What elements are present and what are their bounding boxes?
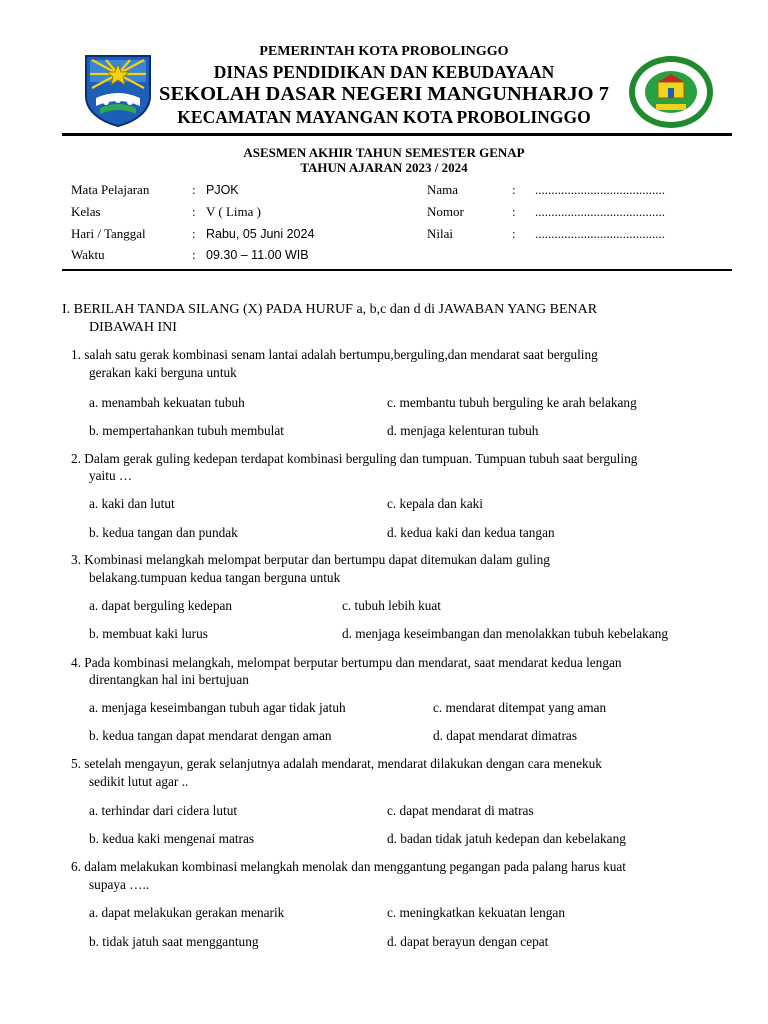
info-divider <box>62 269 732 271</box>
letterhead-divider <box>62 133 732 136</box>
option-a[interactable]: a. terhindar dari cidera lutut <box>89 803 238 818</box>
question-text: 4. Pada kombinasi melangkah, melompat berputar bertumpu dan mendarat, saat mendarat kedua lengan <box>71 655 622 670</box>
option-b[interactable]: b. tidak jatuh saat menggantung <box>89 934 259 949</box>
info-sep: : <box>192 247 196 262</box>
section-instruction-cont: DIBAWAH INI <box>89 320 177 335</box>
option-a[interactable]: a. menambah kekuatan tubuh <box>89 395 245 410</box>
option-b[interactable]: b. kedua kaki mengenai matras <box>89 831 255 846</box>
exam-year: TAHUN AJARAN 2023 / 2024 <box>300 160 468 175</box>
info-value-time: 09.30 – 11.00 WIB <box>206 248 309 262</box>
exam-title: ASESMEN AKHIR TAHUN SEMESTER GENAP <box>243 145 525 160</box>
option-d[interactable]: d. dapat mendarat dimatras <box>433 728 577 743</box>
info-sep: : <box>512 182 516 197</box>
option-a[interactable]: a. kaki dan lutut <box>89 496 175 511</box>
question-text: 2. Dalam gerak guling kedepan terdapat kombinasi berguling dan tumpuan. Tumpuan tubuh saat berguling <box>71 451 638 466</box>
name-field[interactable]: ........................................ <box>535 182 665 197</box>
option-c[interactable]: c. meningkatkan kekuatan lengan <box>387 905 565 920</box>
option-d[interactable]: d. menjaga kelenturan tubuh <box>387 423 539 438</box>
info-label-name: Nama <box>427 182 459 197</box>
option-d[interactable]: d. badan tidak jatuh kedepan dan kebelakang <box>387 831 626 846</box>
info-value-class: V ( Lima ) <box>206 204 261 219</box>
score-field[interactable]: ........................................ <box>535 226 665 241</box>
option-d[interactable]: d. menjaga keseimbangan dan menolakkan tubuh kebelakang <box>342 626 669 641</box>
option-b[interactable]: b. kedua tangan dan pundak <box>89 525 238 540</box>
info-label-score: Nilai <box>427 226 453 241</box>
question-text-cont: direntangkan hal ini bertujuan <box>89 672 249 687</box>
info-sep: : <box>512 226 516 241</box>
option-b[interactable]: b. kedua tangan dapat mendarat dengan aman <box>89 728 332 743</box>
info-label-date: Hari / Tanggal <box>71 226 146 241</box>
info-sep: : <box>192 182 196 197</box>
question-text-cont: sedikit lutut agar .. <box>89 774 189 789</box>
option-b[interactable]: b. mempertahankan tubuh membulat <box>89 423 284 438</box>
option-a[interactable]: a. dapat melakukan gerakan menarik <box>89 905 285 920</box>
info-label-subject: Mata Pelajaran <box>71 182 150 197</box>
question-text: 6. dalam melakukan kombinasi melangkah menolak dan menggantung pegangan pada palang harus kuat <box>71 859 626 874</box>
option-d[interactable]: d. dapat berayun dengan cepat <box>387 934 549 949</box>
info-value-subject: PJOK <box>206 183 239 197</box>
header-government: PEMERINTAH KOTA PROBOLINGGO <box>259 44 509 59</box>
option-a[interactable]: a. dapat berguling kedepan <box>89 598 233 613</box>
info-label-time: Waktu <box>71 247 105 262</box>
question-text: 1. salah satu gerak kombinasi senam lantai adalah bertumpu,berguling,dan mendarat saat berguling <box>71 347 598 362</box>
info-value-date: Rabu, 05 Juni 2024 <box>206 227 315 241</box>
option-c[interactable]: c. tubuh lebih kuat <box>342 598 441 613</box>
info-label-class: Kelas <box>71 204 101 219</box>
option-c[interactable]: c. dapat mendarat di matras <box>387 803 534 818</box>
header-department: DINAS PENDIDIKAN DAN KEBUDAYAAN <box>213 62 555 82</box>
option-c[interactable]: c. mendarat ditempat yang aman <box>433 700 607 715</box>
info-label-number: Nomor <box>427 204 464 219</box>
option-b[interactable]: b. membuat kaki lurus <box>89 626 208 641</box>
header-district: KECAMATAN MAYANGAN KOTA PROBOLINGGO <box>177 107 591 127</box>
info-sep: : <box>192 226 196 241</box>
school-seal-icon <box>628 54 714 130</box>
header-school-name: SEKOLAH DASAR NEGERI MANGUNHARJO 7 <box>159 83 609 105</box>
question-text-cont: yaitu … <box>89 468 133 483</box>
option-a[interactable]: a. menjaga keseimbangan tubuh agar tidak jatuh <box>89 700 346 715</box>
question-text: 5. setelah mengayun, gerak selanjutnya adalah mendarat, mendarat dilakukan dengan cara menekuk <box>71 756 602 771</box>
option-c[interactable]: c. membantu tubuh berguling ke arah belakang <box>387 395 637 410</box>
number-field[interactable]: ........................................ <box>535 204 665 219</box>
question-text-cont: gerakan kaki berguna untuk <box>89 365 237 380</box>
info-sep: : <box>512 204 516 219</box>
info-sep: : <box>192 204 196 219</box>
option-d[interactable]: d. kedua kaki dan kedua tangan <box>387 525 555 540</box>
option-c[interactable]: c. kepala dan kaki <box>387 496 483 511</box>
section-instruction: I. BERILAH TANDA SILANG (X) PADA HURUF a, b,c dan d di JAWABAN YANG BENAR <box>62 302 598 317</box>
question-text-cont: belakang.tumpuan kedua tangan berguna untuk <box>89 570 341 585</box>
question-text-cont: supaya ….. <box>89 877 150 892</box>
question-text: 3. Kombinasi melangkah melompat berputar dan bertumpu dapat ditemukan dalam guling <box>71 552 550 567</box>
